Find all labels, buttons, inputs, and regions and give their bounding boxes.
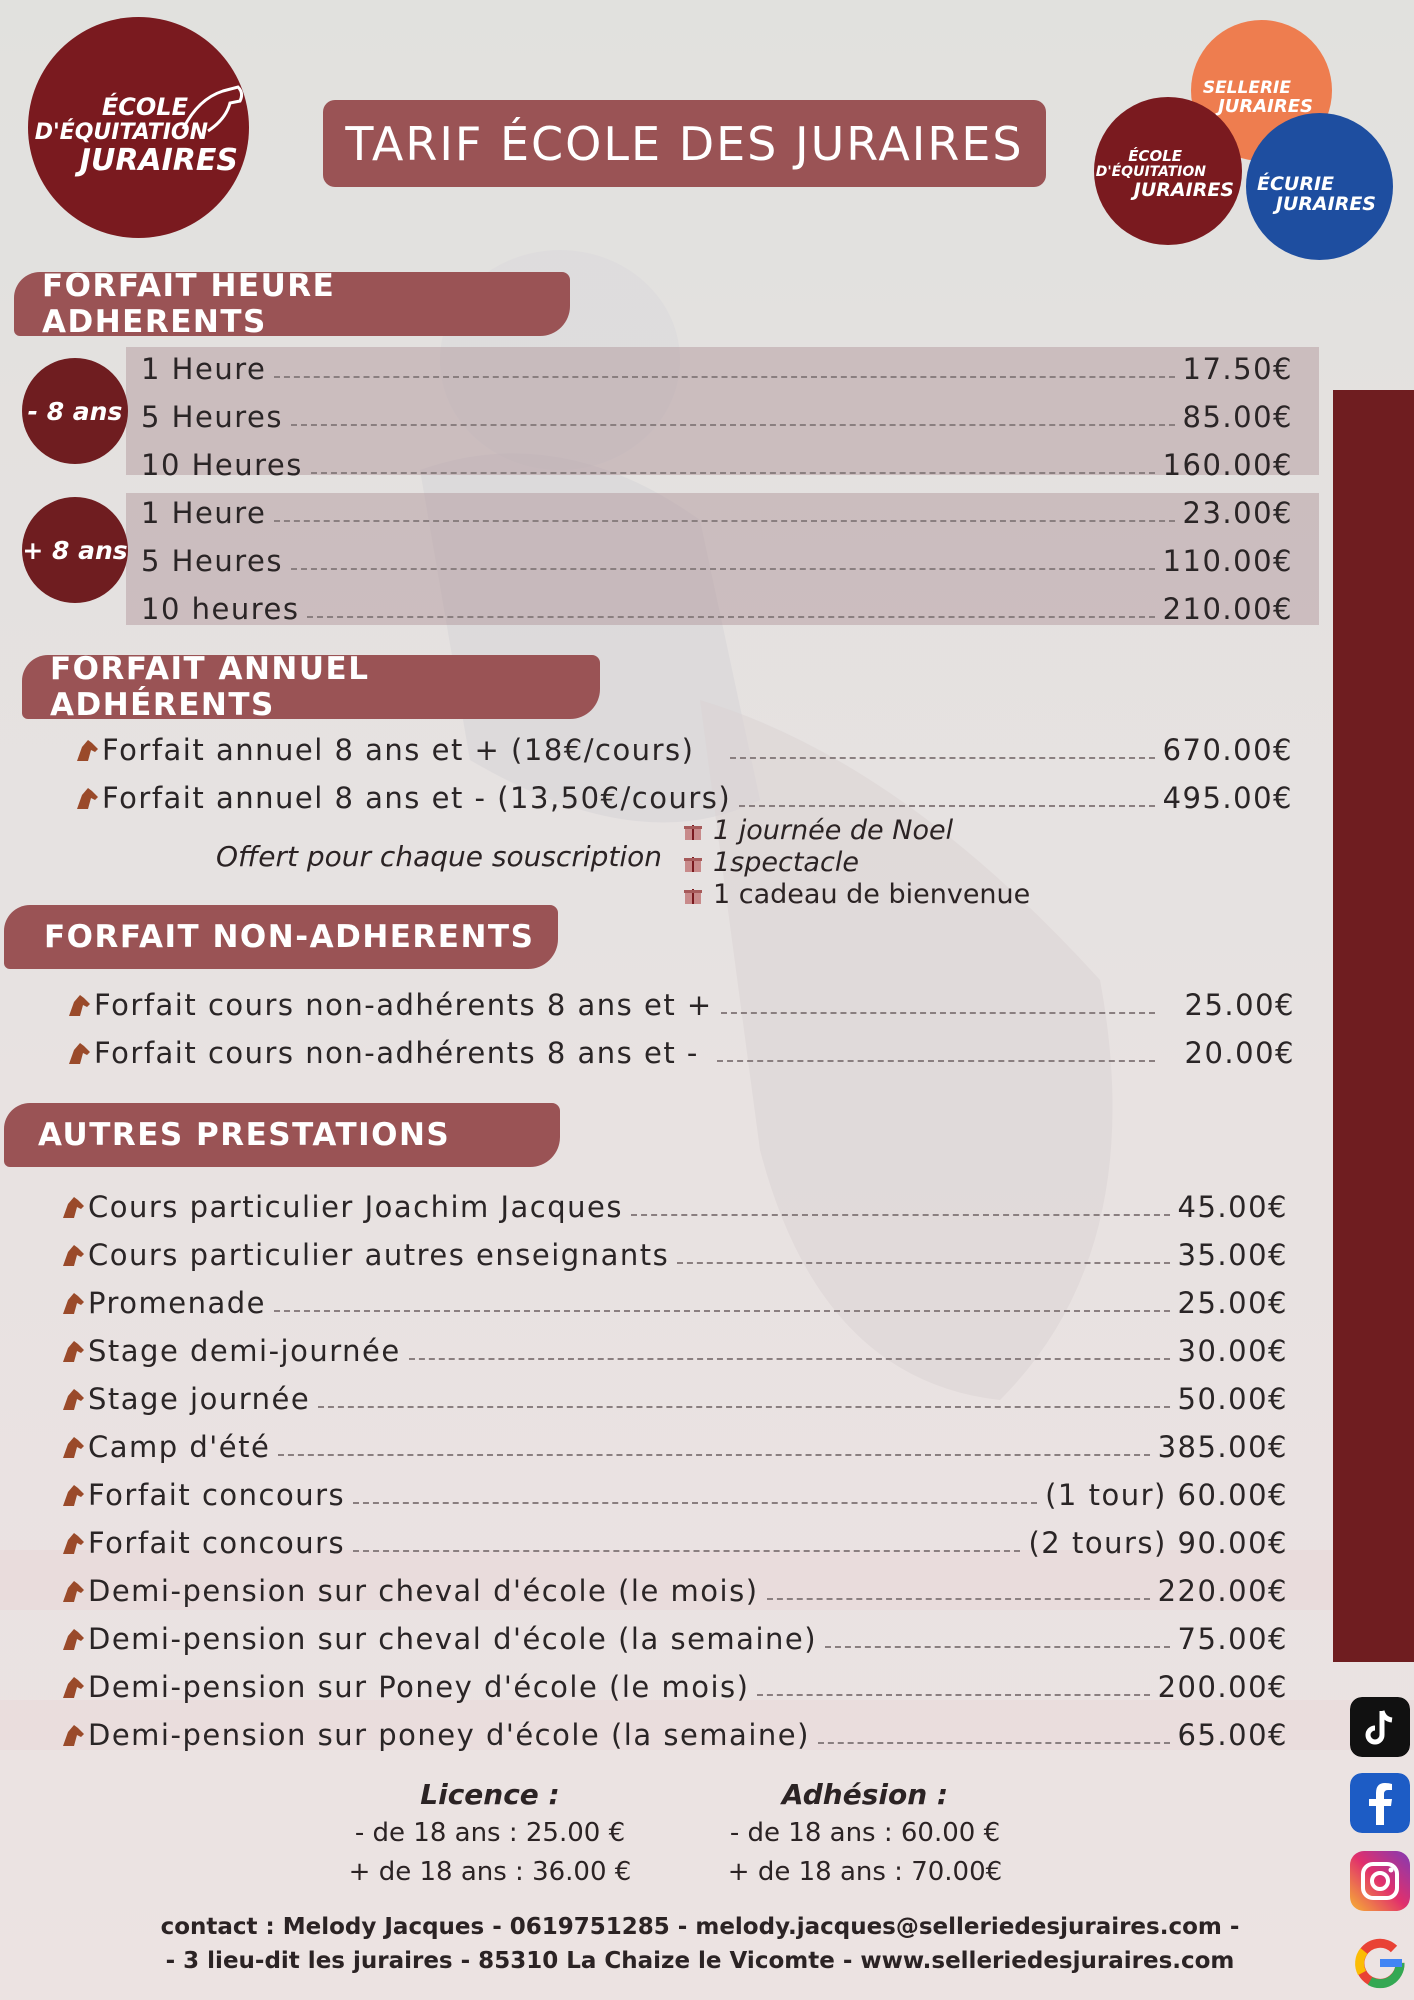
row-price: 160.00€	[1162, 448, 1293, 482]
google-icon[interactable]	[1350, 1933, 1410, 1993]
price-row	[141, 442, 1293, 482]
horse-head-icon	[60, 1722, 86, 1748]
licence-title: Licence :	[420, 1778, 560, 1811]
leader-dots	[721, 1012, 1155, 1014]
price-row	[60, 1420, 1288, 1464]
price-row	[60, 1228, 1288, 1272]
offer-item	[683, 815, 1030, 847]
row-price: (1 tour) 60.00€	[1045, 1478, 1288, 1512]
horse-head-icon	[74, 737, 100, 763]
price-row	[66, 1026, 1295, 1070]
horse-head-icon	[60, 1434, 86, 1460]
row-label-text: Forfait cours non-adhérents 8 ans et -	[94, 1036, 699, 1070]
row-price: 85.00€	[1182, 400, 1293, 434]
price-row	[60, 1516, 1288, 1560]
row-price: 110.00€	[1162, 544, 1293, 578]
row-label	[60, 1238, 669, 1272]
row-label-text: Forfait annuel 8 ans et + (18€/cours)	[102, 733, 695, 767]
row-label-text: Stage demi-journée	[88, 1334, 401, 1368]
leader-dots	[757, 1694, 1149, 1696]
row-label: 1 Heure	[141, 352, 267, 386]
ecole-small-logo	[1094, 97, 1242, 245]
row-label	[60, 1622, 817, 1656]
price-row	[60, 1708, 1288, 1752]
row-label-text: Cours particulier Joachim Jacques	[88, 1190, 623, 1224]
sellerie-line2: JURAIRES	[1218, 96, 1313, 117]
price-row	[74, 725, 1293, 767]
leader-dots	[353, 1550, 1020, 1552]
age-badge-under8	[22, 358, 128, 464]
horse-head-icon	[60, 1290, 86, 1316]
price-row	[60, 1612, 1288, 1656]
row-label-text: Demi-pension sur cheval d'école (le mois)	[88, 1574, 759, 1608]
row-label-text: Promenade	[88, 1286, 266, 1320]
price-row	[60, 1468, 1288, 1512]
row-label	[60, 1334, 401, 1368]
row-label: 10 Heures	[141, 448, 303, 482]
leader-dots	[739, 805, 1154, 807]
ecurie-line1: ÉCURIE	[1256, 173, 1334, 195]
row-label	[60, 1526, 345, 1560]
ecurie-line2: JURAIRES	[1275, 193, 1376, 215]
badge-text: + 8 ans	[22, 535, 128, 565]
leader-dots	[767, 1598, 1150, 1600]
price-row	[60, 1564, 1288, 1608]
row-label-text: Demi-pension sur cheval d'école (la semaine)	[88, 1622, 818, 1656]
leader-dots	[631, 1214, 1170, 1216]
contact-line: - 3 lieu-dit les juraires - 85310 La Chaize le Vicomte - www.selleriedesjuraires.com	[165, 1948, 1235, 1974]
horse-head-icon	[60, 1530, 86, 1556]
logo-line3: JURAIRES	[79, 143, 238, 178]
horse-head-icon	[60, 1626, 86, 1652]
leader-dots	[274, 1310, 1170, 1312]
leader-dots	[825, 1646, 1169, 1648]
ecole-small-line3: JURAIRES	[1133, 179, 1234, 201]
row-price: 65.00€	[1177, 1718, 1288, 1752]
row-label	[66, 1036, 699, 1070]
row-price: 35.00€	[1177, 1238, 1288, 1272]
row-price: 20.00€	[1184, 1036, 1295, 1070]
gift-icon	[683, 853, 703, 873]
horse-head-icon	[60, 1578, 86, 1604]
row-label-text: Camp d'été	[88, 1430, 271, 1464]
price-row	[60, 1324, 1288, 1368]
row-label: 1 Heure	[141, 496, 267, 530]
row-price: 25.00€	[1177, 1286, 1288, 1320]
badge-text: - 8 ans	[27, 396, 123, 426]
licence-block	[330, 1775, 650, 1892]
adhesion-block	[705, 1775, 1025, 1892]
row-price: 17.50€	[1182, 352, 1293, 386]
price-row	[141, 538, 1293, 578]
horse-head-icon	[66, 992, 92, 1018]
horse-head-icon	[60, 1194, 86, 1220]
section-heading-forfait-heure	[14, 268, 570, 340]
horse-head-icon	[60, 1674, 86, 1700]
row-label-text: Forfait cours non-adhérents 8 ans et +	[94, 988, 713, 1022]
offer-label: Offert pour chaque souscription	[216, 840, 663, 873]
page-title: TARIF ÉCOLE DES JURAIRES	[323, 100, 1046, 187]
row-price: 670.00€	[1162, 733, 1293, 767]
row-label	[60, 1670, 749, 1704]
heading-text: FORFAIT NON-ADHERENTS	[44, 919, 535, 955]
row-label-text: Stage journée	[88, 1382, 311, 1416]
row-label	[60, 1382, 310, 1416]
row-label	[74, 733, 694, 767]
right-accent-bar	[1333, 390, 1414, 1662]
offer-item-text: 1spectacle	[713, 847, 859, 878]
row-label	[60, 1574, 759, 1608]
logo-line1: ÉCOLE	[101, 93, 188, 121]
leader-dots	[677, 1262, 1169, 1264]
price-row	[141, 586, 1293, 626]
horse-head-icon	[60, 1482, 86, 1508]
ecole-small-line2: D'ÉQUITATION	[1095, 164, 1206, 180]
price-row	[141, 490, 1293, 530]
row-price: 50.00€	[1177, 1382, 1288, 1416]
price-row	[60, 1372, 1288, 1416]
row-price: (2 tours) 90.00€	[1028, 1526, 1288, 1560]
row-label-text: Forfait concours	[88, 1478, 346, 1512]
heading-text: FORFAIT HEURE ADHERENTS	[42, 268, 336, 340]
leader-dots	[409, 1358, 1170, 1360]
leader-dots	[274, 520, 1174, 522]
price-row	[60, 1276, 1288, 1320]
heading-text: AUTRES PRESTATIONS	[38, 1117, 451, 1153]
price-row	[66, 978, 1295, 1022]
adhesion-title: Adhésion :	[781, 1778, 949, 1811]
offer-list	[683, 815, 1030, 911]
contact-block	[150, 1910, 1250, 1978]
row-price: 220.00€	[1157, 1574, 1288, 1608]
leader-dots	[730, 757, 1154, 759]
row-label	[60, 1430, 270, 1464]
row-label	[60, 1718, 810, 1752]
row-label	[74, 781, 731, 815]
price-row	[60, 1660, 1288, 1704]
row-label	[60, 1190, 623, 1224]
facebook-icon[interactable]	[1350, 1773, 1410, 1833]
horse-head-icon	[60, 1386, 86, 1412]
offer-item-text: 1 journée de Noel	[713, 815, 954, 846]
price-row	[60, 1180, 1288, 1224]
leader-dots	[291, 568, 1155, 570]
ecurie-logo	[1246, 113, 1393, 260]
price-row	[141, 394, 1293, 434]
horse-head-icon	[60, 1242, 86, 1268]
row-label	[60, 1286, 266, 1320]
row-price: 30.00€	[1177, 1334, 1288, 1368]
row-label-text: Cours particulier autres enseignants	[88, 1238, 670, 1272]
ecole-small-line1: ÉCOLE	[1128, 147, 1182, 165]
offer-item	[683, 847, 1030, 879]
offer-item	[683, 879, 1030, 911]
sellerie-line1: SELLERIE	[1202, 78, 1291, 98]
logo-line2: D'ÉQUITATION	[34, 120, 208, 145]
row-label	[66, 988, 713, 1022]
section-heading-non-adherents	[4, 905, 558, 969]
adhesion-line: - de 18 ans : 60.00 €	[729, 1818, 1001, 1848]
row-price: 200.00€	[1157, 1670, 1288, 1704]
row-label: 5 Heures	[141, 544, 283, 578]
age-badge-over8	[22, 497, 128, 603]
row-label: 5 Heures	[141, 400, 283, 434]
adhesion-line: + de 18 ans : 70.00€	[727, 1857, 1003, 1887]
licence-line: + de 18 ans : 36.00 €	[348, 1857, 632, 1887]
row-label: 10 heures	[141, 592, 300, 626]
row-price: 25.00€	[1184, 988, 1295, 1022]
licence-line: - de 18 ans : 25.00 €	[354, 1818, 626, 1848]
leader-dots	[818, 1742, 1170, 1744]
price-row	[74, 773, 1293, 815]
row-label-text: Forfait concours	[88, 1526, 346, 1560]
horse-head-icon	[60, 1338, 86, 1364]
section-heading-autres	[4, 1103, 560, 1167]
leader-dots	[307, 616, 1154, 618]
instagram-icon[interactable]	[1350, 1851, 1410, 1911]
row-label-text: Demi-pension sur poney d'école (la semaine)	[88, 1718, 810, 1752]
row-price: 23.00€	[1182, 496, 1293, 530]
price-row	[141, 346, 1293, 386]
gift-icon	[683, 885, 703, 905]
leader-dots	[353, 1502, 1037, 1504]
leader-dots	[311, 472, 1155, 474]
offer-item-text: 1 cadeau de bienvenue	[713, 879, 1031, 910]
row-label	[60, 1478, 345, 1512]
leader-dots	[278, 1454, 1149, 1456]
tiktok-icon[interactable]	[1350, 1697, 1410, 1757]
horse-head-icon	[66, 1040, 92, 1066]
leader-dots	[318, 1406, 1169, 1408]
leader-dots	[274, 376, 1174, 378]
gift-icon	[683, 821, 703, 841]
row-price: 210.00€	[1162, 592, 1293, 626]
leader-dots	[291, 424, 1175, 426]
row-label-text: Forfait annuel 8 ans et - (13,50€/cours)	[102, 781, 732, 815]
leader-dots	[717, 1060, 1155, 1062]
row-label-text: Demi-pension sur Poney d'école (le mois)	[88, 1670, 750, 1704]
row-price: 495.00€	[1162, 781, 1293, 815]
row-price: 45.00€	[1177, 1190, 1288, 1224]
row-price: 75.00€	[1177, 1622, 1288, 1656]
heading-text: FORFAIT ANNUEL ADHÉRENTS	[50, 651, 370, 723]
section-heading-forfait-annuel	[22, 651, 600, 723]
row-price: 385.00€	[1157, 1430, 1288, 1464]
contact-line: contact : Melody Jacques - 0619751285 - melody.jacques@selleriedesjuraires.com -	[160, 1914, 1240, 1940]
horse-head-icon	[74, 785, 100, 811]
school-logo	[28, 17, 249, 238]
